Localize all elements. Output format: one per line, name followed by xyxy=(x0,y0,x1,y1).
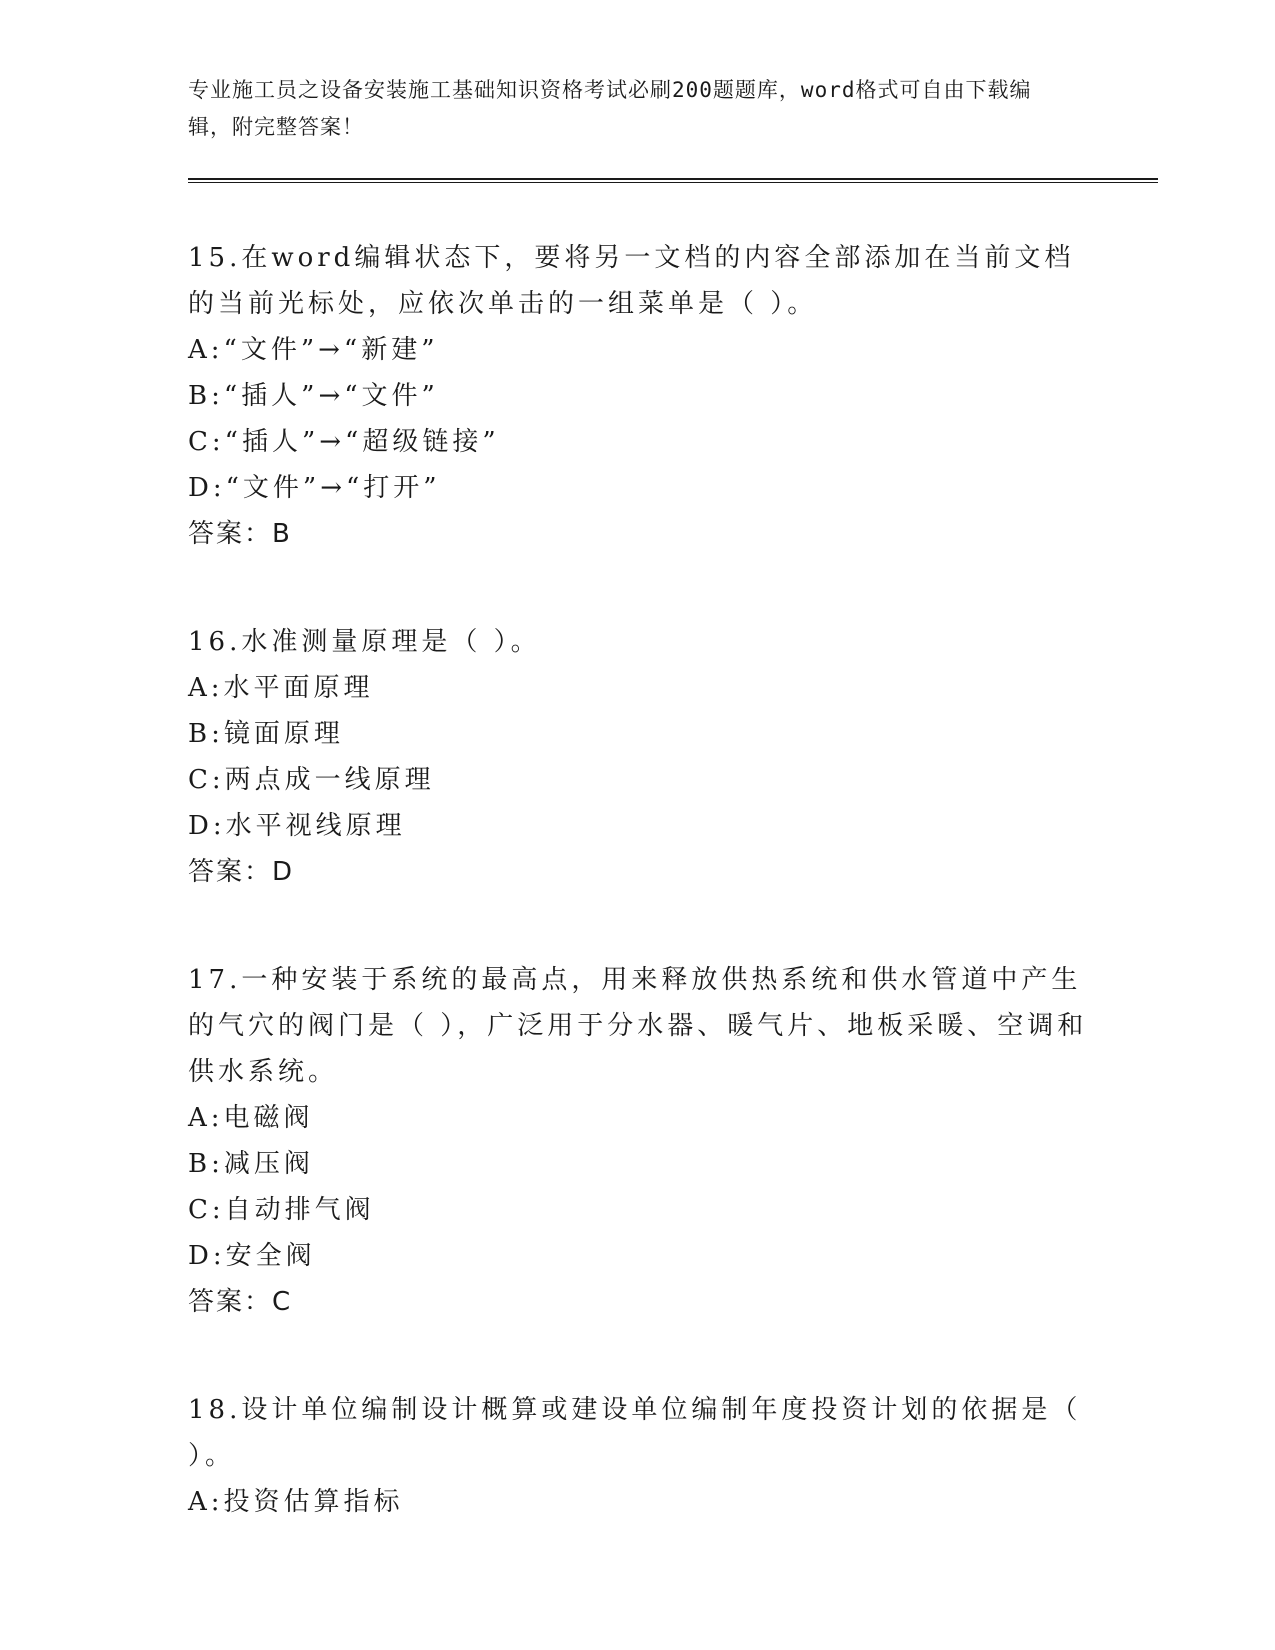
option-d: D:“文件”→“打开” xyxy=(188,473,441,503)
question-15 xyxy=(188,235,1088,557)
answer-line: 答案：B xyxy=(188,519,292,549)
option-b: B:镜面原理 xyxy=(188,719,344,749)
answer-line: 答案：D xyxy=(188,857,295,887)
question-stem: 18.设计单位编制设计概算或建设单位编制年度投资计划的依据是（ ）。 xyxy=(188,1395,1082,1471)
answer-line: 答案：C xyxy=(188,1287,293,1317)
question-stem: 15.在word编辑状态下，要将另一文档的内容全部添加在当前文档的当前光标处，应依次单击的一组菜单是（ ）。 xyxy=(188,243,1075,319)
question-18 xyxy=(188,1387,1088,1525)
question-stem: 17.一种安装于系统的最高点，用来释放供热系统和供水管道中产生的气穴的阀门是（ ），广泛用于分水器、暖气片、地板采暖、空调和供水系统。 xyxy=(188,965,1088,1087)
option-a: A:电磁阀 xyxy=(188,1103,314,1133)
question-17 xyxy=(188,957,1088,1325)
question-16 xyxy=(188,619,1088,895)
option-a: A:“文件”→“新建” xyxy=(188,335,439,365)
option-d: D:水平视线原理 xyxy=(188,811,406,841)
option-a: A:投资估算指标 xyxy=(188,1487,404,1517)
option-c: C:两点成一线原理 xyxy=(188,765,435,795)
option-d: D:安全阀 xyxy=(188,1241,316,1271)
header-divider-thin xyxy=(188,182,1158,183)
option-a: A:水平面原理 xyxy=(188,673,374,703)
question-list xyxy=(188,235,1088,1525)
question-stem: 16.水准测量原理是（ ）。 xyxy=(188,627,541,657)
option-c: C:自动排气阀 xyxy=(188,1195,375,1225)
question-spacer xyxy=(188,1325,1088,1387)
document-header: 专业施工员之设备安装施工基础知识资格考试必刷200题题库，word格式可自由下载编辑，附完整答案！ xyxy=(188,78,1032,139)
question-spacer xyxy=(188,895,1088,957)
option-b: B:“插人”→“文件” xyxy=(188,381,439,411)
option-b: B:减压阀 xyxy=(188,1149,314,1179)
question-spacer xyxy=(188,557,1088,619)
option-c: C:“插人”→“超级链接” xyxy=(188,427,500,457)
header-divider-thick xyxy=(188,178,1158,180)
